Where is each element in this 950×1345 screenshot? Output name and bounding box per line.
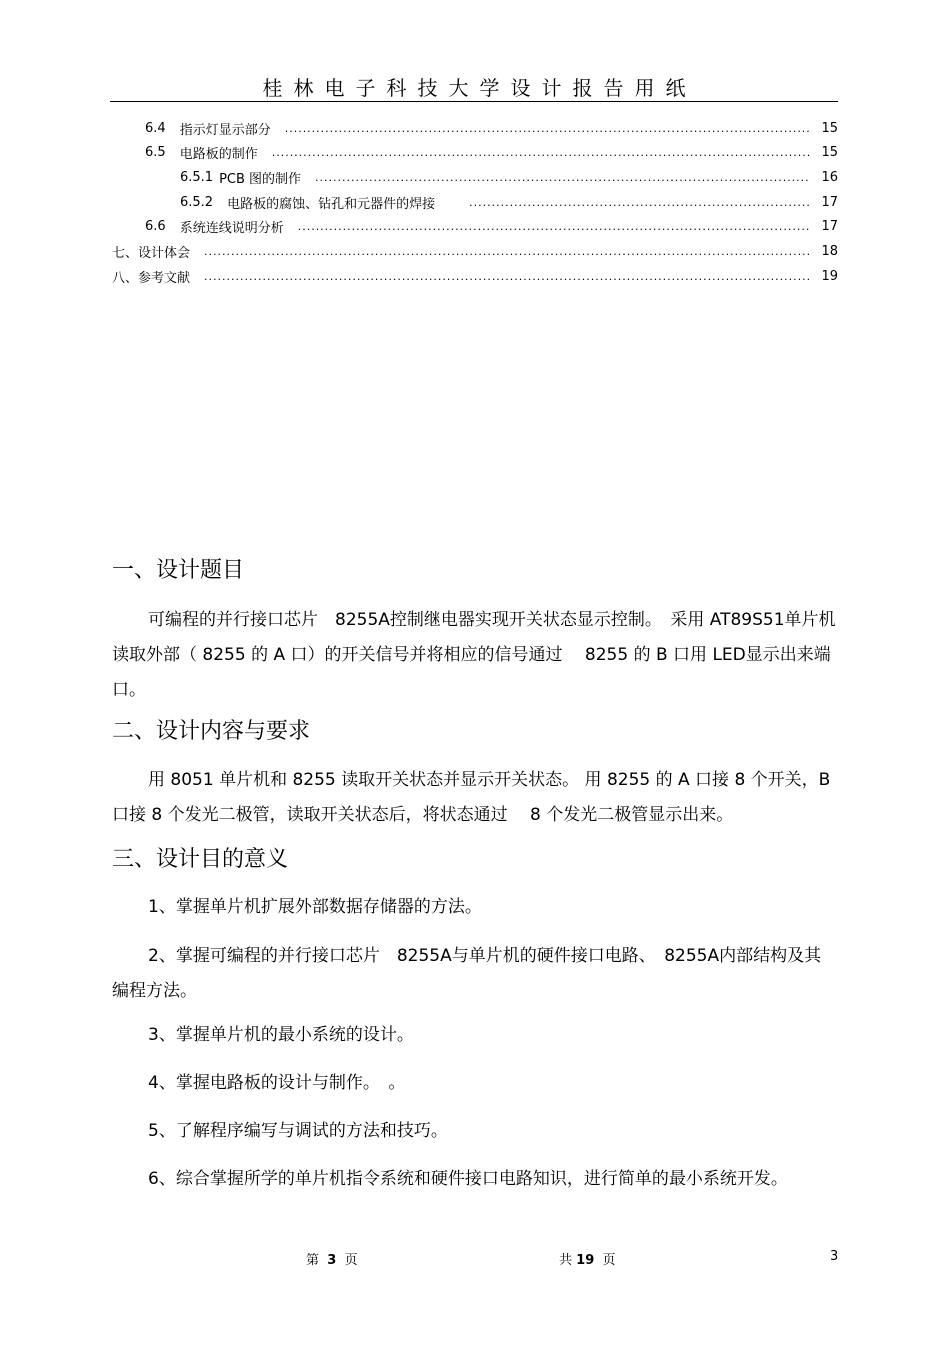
toc-entry[interactable]	[145, 216, 838, 236]
footer-total-pages	[559, 1249, 616, 1268]
toc-entry-number: 6.5	[145, 144, 166, 160]
toc-entry-title: 电路板的制作	[179, 146, 258, 162]
toc-entry-page: 18	[821, 243, 838, 259]
toc-entry-number: 6.5.1	[180, 169, 214, 185]
section-paragraph-design-topic: 可编程的并行接口芯片 8255A控制继电器实现开关状态显示控制。 采用 AT89S51单片机读取外部（ 8255 的 A 口）的开关信号并将相应的信号通过 8255 的 B 口用 LED显示出来端口。	[112, 610, 836, 700]
toc-entry-number: 6.4	[145, 120, 166, 136]
page-header-title: 桂林电子科技大学设计报告用纸	[262, 76, 697, 100]
list-item: 4、掌握电路板的设计与制作。 。	[148, 1073, 406, 1093]
footer-page-indicator	[306, 1249, 358, 1268]
toc-entry[interactable]	[145, 118, 838, 138]
footer-page-number: 3	[830, 1249, 839, 1264]
toc-entry-page: 19	[821, 268, 838, 284]
toc-leader-dots	[315, 171, 810, 184]
toc-entry-number: 七、	[112, 245, 139, 261]
toc-entry[interactable]	[112, 266, 838, 286]
section-heading-design-topic: 一、设计题目	[112, 558, 245, 583]
footer-total-prefix: 共	[559, 1253, 573, 1268]
list-item: 1、掌握单片机扩展外部数据存储器的方法。	[148, 897, 482, 917]
toc-leader-dots	[285, 122, 810, 135]
footer-total-suffix: 页	[602, 1253, 616, 1268]
toc-entry-number: 6.6	[145, 218, 166, 234]
toc-entry-page: 16	[821, 169, 838, 185]
toc-entry-page: 15	[821, 120, 838, 136]
toc-leader-dots	[298, 220, 810, 233]
toc-entry-page: 17	[821, 194, 838, 210]
toc-entry[interactable]	[180, 192, 838, 212]
section-heading-purpose: 三、设计目的意义	[112, 847, 289, 872]
toc-entry-number: 6.5.2	[180, 194, 214, 210]
footer-page-current: 3	[327, 1253, 337, 1268]
list-item: 3、掌握单片机的最小系统的设计。	[148, 1025, 414, 1045]
toc-entry-title: 参考文献	[138, 270, 191, 286]
footer-page-suffix: 页	[344, 1253, 358, 1268]
toc-entry[interactable]	[145, 142, 838, 162]
toc-entry-title: 电路板的腐蚀、钻孔和元器件的焊接	[227, 196, 436, 212]
toc-entry[interactable]	[112, 241, 838, 261]
toc-entry-number: 八、	[112, 270, 139, 286]
toc-entry-page: 17	[821, 218, 838, 234]
list-item: 2、掌握可编程的并行接口芯片 8255A与单片机的硬件接口电路、 8255A内部结构及其编程方法。	[112, 946, 822, 1001]
section-heading-content-requirements: 二、设计内容与要求	[112, 719, 311, 744]
toc-leader-dots	[204, 245, 810, 258]
header-divider	[110, 101, 838, 102]
toc-entry-page: 15	[821, 144, 838, 160]
toc-leader-dots	[204, 270, 810, 283]
toc-leader-dots	[272, 146, 810, 159]
toc-entry-title: 系统连线说明分析	[179, 220, 284, 236]
section-paragraph-content-requirements: 用 8051 单片机和 8255 读取开关状态并显示开关状态。 用 8255 的 A 口接 8 个开关，B 口接 8 个发光二极管，读取开关状态后，将状态通过 8 个发光二极管显示出来。	[112, 770, 831, 825]
toc-leader-dots	[469, 196, 810, 209]
list-item: 6、综合掌握所学的单片机指令系统和硬件接口电路知识，进行简单的最小系统开发。	[148, 1169, 788, 1189]
footer-page-prefix: 第	[306, 1253, 320, 1268]
toc-entry-title: 设计体会	[138, 245, 191, 261]
list-item: 5、了解程序编写与调试的方法和技巧。	[148, 1121, 448, 1141]
footer-page-total: 19	[576, 1253, 595, 1268]
toc-entry-title: PCB 图的制作	[219, 171, 302, 187]
toc-entry-title: 指示灯显示部分	[179, 122, 271, 138]
toc-entry[interactable]	[180, 167, 838, 187]
